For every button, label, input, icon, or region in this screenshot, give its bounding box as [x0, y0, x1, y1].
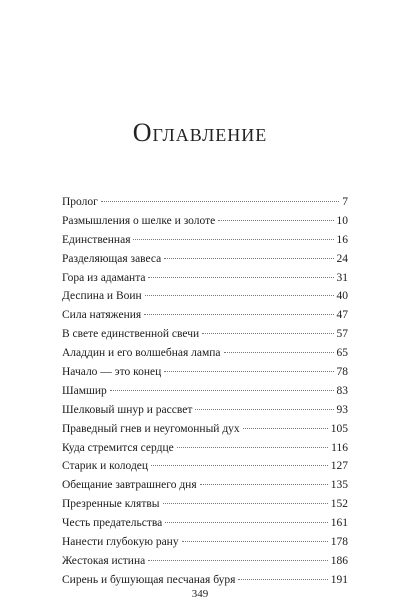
- dot-leader: [218, 220, 333, 221]
- toc-entry-title: Разделяющая завеса: [62, 252, 162, 265]
- toc-entry-title: Единственная: [62, 233, 131, 246]
- dot-leader: [148, 560, 328, 561]
- toc-entry: [62, 347, 348, 366]
- toc-entry-title: Презренные клятвы: [62, 498, 160, 511]
- toc-entry: [62, 253, 348, 272]
- toc-entry-title: Честь предательства: [62, 517, 163, 530]
- dot-leader: [182, 541, 328, 542]
- dot-leader: [133, 239, 333, 240]
- toc-entry: [62, 423, 348, 442]
- toc-entry: [62, 215, 348, 234]
- dot-leader: [148, 277, 333, 278]
- dot-leader: [238, 579, 327, 580]
- dot-leader: [195, 409, 333, 410]
- toc-entry-title: Нанести глубокую рану: [62, 536, 179, 549]
- toc-entry: [62, 272, 348, 291]
- dot-leader: [110, 390, 334, 391]
- toc-entry-page: 16: [336, 233, 348, 246]
- toc-entry: [62, 290, 348, 309]
- toc-entry: [62, 460, 348, 479]
- dot-leader: [101, 201, 339, 202]
- dot-leader: [164, 371, 333, 372]
- toc-entry-title: Шелковый шнур и рассвет: [62, 403, 193, 416]
- toc-entry-title: Сирень и бушующая песчаная буря: [62, 573, 236, 586]
- dot-leader: [145, 295, 334, 296]
- toc-entry: [62, 404, 348, 423]
- toc-entry-page: 161: [330, 517, 348, 530]
- toc-entry-title: Старик и колодец: [62, 460, 149, 473]
- toc-entry-page: 65: [336, 347, 348, 360]
- toc-entry-title: Пролог: [62, 196, 98, 208]
- toc-entry-page: 24: [336, 252, 348, 265]
- toc-entry: [62, 234, 348, 253]
- toc-entry-title: Аладдин и его волшебная лампа: [62, 347, 221, 360]
- toc-entry: [62, 517, 348, 536]
- toc-entry-title: Начало — это конец: [62, 366, 162, 379]
- page-number: 349: [191, 588, 209, 600]
- toc-entry-page: 116: [331, 441, 348, 454]
- toc-entry-page: 105: [330, 422, 348, 435]
- dot-leader: [164, 258, 333, 259]
- toc-entry-title: Шамшир: [62, 384, 107, 397]
- dot-leader: [151, 465, 328, 466]
- toc-entry-page: 78: [336, 366, 348, 379]
- toc-entry: [62, 385, 348, 404]
- toc-entry-page: 93: [336, 403, 348, 416]
- toc-entry-page: 135: [330, 479, 348, 492]
- toc-entry-title: Праведный гнев и неугомонный дух: [62, 422, 240, 435]
- dot-leader: [177, 447, 328, 448]
- toc-entry-title: В свете единственной свечи: [62, 328, 200, 341]
- dot-leader: [243, 428, 328, 429]
- toc-entry: [62, 479, 348, 498]
- toc-entry: [62, 366, 348, 385]
- toc-entry-page: 83: [336, 384, 348, 397]
- toc-entry-page: 40: [336, 290, 348, 303]
- toc-entry-title: Гора из адаманта: [62, 271, 146, 284]
- toc-entry-title: Деспина и Воин: [62, 290, 142, 303]
- dot-leader: [224, 352, 334, 353]
- toc-entry-title: Сила натяжения: [62, 309, 142, 322]
- dot-leader: [200, 484, 328, 485]
- toc-entry-page: 152: [330, 498, 348, 511]
- toc-entry-page: 186: [330, 554, 348, 567]
- toc-heading: Оглавление: [132, 118, 268, 147]
- toc-entry: [62, 536, 348, 555]
- dot-leader: [202, 333, 333, 334]
- dot-leader: [163, 503, 328, 504]
- toc-entry-page: 191: [330, 573, 348, 586]
- toc-entry-page: 31: [336, 271, 348, 284]
- toc-entry: [62, 328, 348, 347]
- dot-leader: [165, 522, 327, 523]
- dot-leader: [144, 314, 333, 315]
- toc-entry-page: 10: [336, 214, 348, 227]
- toc-entry-page: 47: [336, 309, 348, 322]
- toc-entry-title: Жестокая истина: [62, 554, 146, 567]
- toc-entry-title: Куда стремится сердце: [62, 441, 174, 454]
- toc-entry-page: 7: [342, 196, 348, 208]
- toc-entry: [62, 442, 348, 461]
- toc-entry-title: Обещание завтрашнего дня: [62, 479, 197, 492]
- toc-entry-page: 57: [336, 328, 348, 341]
- toc-entry: [62, 555, 348, 574]
- toc-entry: [62, 498, 348, 517]
- table-of-contents: [62, 196, 348, 593]
- toc-entry-title: Размышления о шелке и золоте: [62, 214, 216, 227]
- toc-entry-page: 127: [330, 460, 348, 473]
- toc-entry: [62, 196, 348, 215]
- toc-entry-page: 178: [330, 536, 348, 549]
- toc-entry: [62, 309, 348, 328]
